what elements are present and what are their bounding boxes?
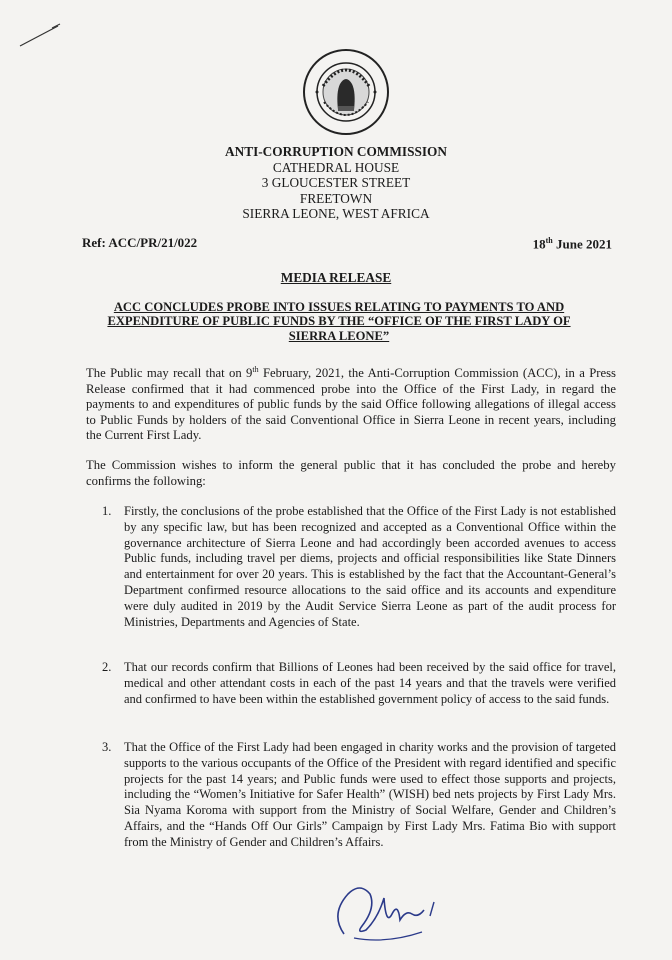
acc-seal-logo	[302, 48, 390, 136]
paragraph-text: February, 2021, the Anti-Corruption Commission (ACC), in a Press Release confirmed that it had commenced probe into the Office of the First Lady, in regard the payments to and expenditures of public funds by the said Office following allegations of illegal access to Public Funds by holders of the said Conventional Office in Sierra Leone in recent years, including the Current First Lady.	[86, 366, 616, 443]
list-item-text: Firstly, the conclusions of the probe established that the Office of the First Lady is not established by any specific law, but has been recognized and accepted as a Conventional Office within the governance architecture of Sierra Leone and had accordingly been accorded avenues to access Public funds, including travel per diems, projects and official responsibilities like State Dinners and entertainment for over 20 years. This is established by the fact that the Accountant-General’s Department confirmed resource allocations to the said office and its accounts and expenditure were duly audited in 2019 by the Audit Service Sierra Leone as part of the audit process for Ministries, Departments and Agencies of State.	[124, 504, 616, 629]
pen-stroke-mark	[18, 22, 62, 48]
letterhead-address	[120, 144, 552, 222]
list-item	[102, 740, 616, 851]
list-item	[102, 504, 616, 630]
release-headline: ACC CONCLUDES PROBE INTO ISSUES RELATING TO PAYMENTS TO AND EXPENDITURE OF PUBLIC FUNDS BY THE “OFFICE OF THE FIRST LADY OF SIERRA LEONE”	[107, 300, 571, 343]
media-release-title: MEDIA RELEASE	[280, 270, 392, 285]
date-month-year: June 2021	[552, 236, 612, 252]
intro-paragraph	[86, 362, 616, 444]
list-item	[102, 660, 616, 707]
confirmation-paragraph: The Commission wishes to inform the general public that it has concluded the probe and hereby confirms the following:	[86, 458, 616, 488]
date-day: 18	[532, 236, 546, 252]
address-line: CATHEDRAL HOUSE	[272, 159, 400, 175]
list-item-text: That our records confirm that Billions of Leones had been received by the said office for travel, medical and other attendant costs in each of the past 14 years and that the travels were verified and confirmed to have been within the established government policy of access to the said funds.	[124, 660, 616, 706]
list-item-number: 3.	[102, 740, 112, 754]
list-item-number: 1.	[102, 504, 112, 518]
organization-name: ANTI-CORRUPTION COMMISSION	[225, 144, 447, 159]
list-item-number: 2.	[102, 660, 112, 674]
reference-number: Ref: ACC/PR/21/022	[82, 235, 198, 250]
list-item-text: That the Office of the First Lady had been engaged in charity works and the provision of targeted supports to the various occupants of the Office of the President with regard identified and specific projects for the past 14 years; and Public funds were used to effect those supports and projects, including the “Women’s Initiative for Safer Health” (WISH) bed nets projects by First Lady Mrs. Sia Nyama Koroma with support from the Ministry of Social Welfare, Gender and Children’s Affairs, and the “Hands Off Our Girls” Campaign by First Lady Mrs. Fatima Bio with support from the Ministry of Gender and Children’s Affairs.	[124, 740, 616, 849]
address-line: 3 GLOUCESTER STREET	[261, 175, 411, 191]
release-date	[533, 236, 612, 252]
address-line: SIERRA LEONE, WEST AFRICA	[242, 206, 430, 222]
handwritten-signature	[326, 874, 446, 950]
address-line: FREETOWN	[299, 190, 373, 206]
paragraph-text: The Public may recall that on 9	[86, 366, 253, 381]
date-suffix: th	[545, 236, 553, 245]
date-suffix: th	[252, 365, 259, 374]
